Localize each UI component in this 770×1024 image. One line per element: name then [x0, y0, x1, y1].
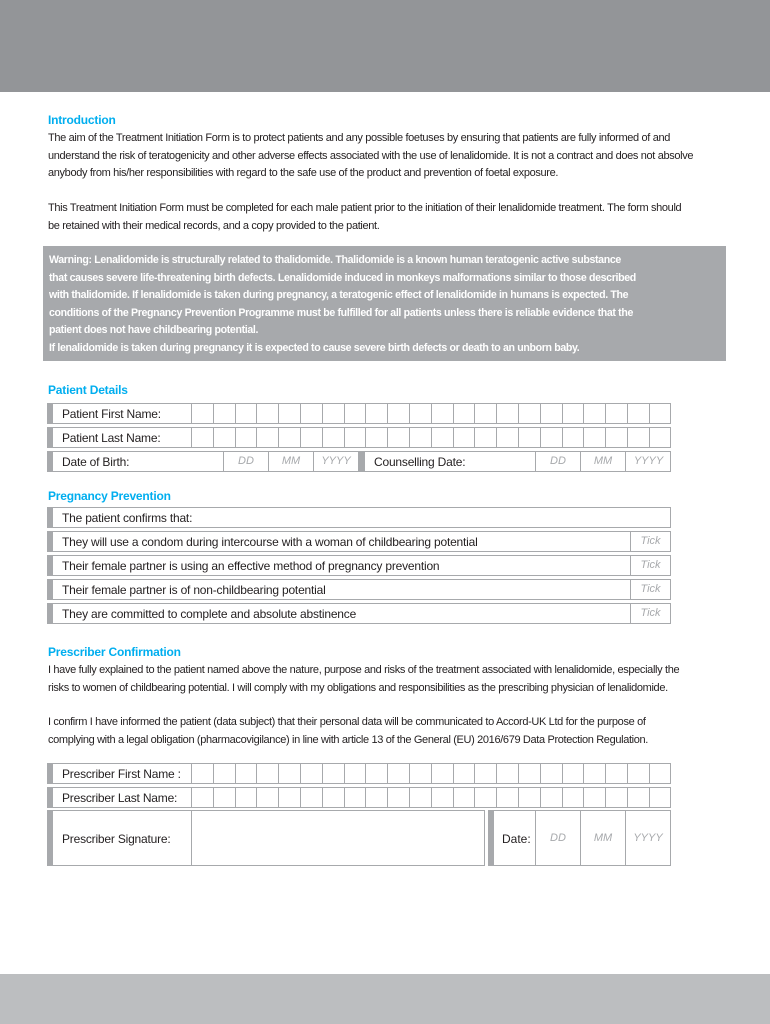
- counselling-date-label: Counselling Date:: [374, 455, 466, 469]
- tick-box-abstinence[interactable]: Tick: [630, 604, 670, 623]
- patient-first-name-label: Patient First Name:: [62, 407, 161, 421]
- date-of-birth-row: [47, 451, 359, 472]
- prescriber-last-name-label: Prescriber Last Name:: [62, 791, 178, 805]
- footer-bar: [0, 974, 770, 1024]
- dob-year-field[interactable]: YYYY: [313, 452, 358, 471]
- prevention-item-label: They will use a condom during intercourse with a woman of childbearing potential: [62, 535, 478, 549]
- prescriber-month-field[interactable]: MM: [580, 811, 625, 865]
- patient-first-name-row: [47, 403, 671, 424]
- date-of-birth-label: Date of Birth:: [62, 455, 130, 469]
- pregnancy-prevention-heading: Pregnancy Prevention: [48, 489, 171, 503]
- prescriber-first-name-row: [47, 763, 671, 784]
- prevention-item-label: They are committed to complete and absolute abstinence: [62, 607, 357, 621]
- prescriber-paragraph-1: I have fully explained to the patient named above the nature, purpose and risks of the treatment associated with lenalidomide, especially the risks to women of childbearing potential. I will comply with my obligations and responsibilities as the prescribing physician of lenalidomide.: [48, 664, 680, 694]
- prevention-item-abstinence: [47, 603, 671, 624]
- prescriber-day-field[interactable]: DD: [535, 811, 580, 865]
- patient-last-name-row: [47, 427, 671, 448]
- tick-box-effective-method[interactable]: Tick: [630, 556, 670, 575]
- prescriber-year-field[interactable]: YYYY: [625, 811, 670, 865]
- header-bar: [0, 0, 770, 92]
- tick-box-non-childbearing[interactable]: Tick: [630, 580, 670, 599]
- prescriber-signature-label: Prescriber Signature:: [62, 832, 171, 846]
- patient-last-name-input[interactable]: [191, 428, 671, 447]
- prevention-item-label: Their female partner is using an effective method of pregnancy prevention: [62, 559, 440, 573]
- introduction-paragraph-2: This Treatment Initiation Form must be completed for each male patient prior to the initiation of their lenalidomide treatment. The form should be retained with their medical records, and a copy provided to the patient.: [48, 202, 682, 232]
- patient-last-name-label: Patient Last Name:: [62, 431, 161, 445]
- patient-confirms-label: The patient confirms that:: [62, 511, 193, 525]
- warning-box: Warning: Lenalidomide is structurally related to thalidomide. Thalidomide is a known human teratogenic active substance that causes severe life-threatening birth defects. Lenalidomide induced in monkeys malformations similar to those described with thalidomide. If lenalidomide is taken during pregnancy, a teratogenic effect of lenalidomide in humans is expected. The conditions of the Pregnancy Prevention Programme must be fulfilled for all patients unless there is reliable evidence that the patient does not have childbearing potential. If lenalidomide is taken during pregnancy it is expected to cause severe birth defects or death to an unborn baby.: [43, 246, 726, 361]
- tick-box-condom[interactable]: Tick: [630, 532, 670, 551]
- prescriber-date-label: Date:: [502, 832, 531, 846]
- counselling-month-field[interactable]: MM: [580, 452, 625, 471]
- prescriber-date-row: [488, 810, 671, 866]
- counselling-year-field[interactable]: YYYY: [625, 452, 671, 471]
- dob-day-field[interactable]: DD: [223, 452, 268, 471]
- prevention-item-condom: [47, 531, 671, 552]
- counselling-date-row: [359, 451, 671, 472]
- prescriber-signature-row: [47, 810, 485, 866]
- patient-details-heading: Patient Details: [48, 383, 128, 397]
- prescriber-first-name-input[interactable]: [191, 764, 671, 783]
- introduction-paragraph-1: The aim of the Treatment Initiation Form is to protect patients and any possible foetuses by ensuring that patients are fully informed of and understand the risk of teratogenicity and other adverse effects associated with the use of lenalidomide. It is not a contract and does not absolve anybody from his/her responsibilities with regard to the safe use of the product and prevention of foetal exposure.: [48, 132, 694, 179]
- patient-confirms-row: [47, 507, 671, 528]
- prescriber-paragraph-2: I confirm I have informed the patient (data subject) that their personal data will be communicated to Accord-UK Ltd for the purpose of complying with a legal obligation (pharmacovigilance) in line with article 13 of the General (EU) 2016/679 Data Protection Regulation.: [48, 716, 649, 746]
- prevention-item-non-childbearing: [47, 579, 671, 600]
- prescriber-signature-field[interactable]: [191, 811, 484, 865]
- prescriber-first-name-label: Prescriber First Name :: [62, 767, 181, 781]
- dob-month-field[interactable]: MM: [268, 452, 313, 471]
- prevention-item-effective-method: [47, 555, 671, 576]
- counselling-day-field[interactable]: DD: [535, 452, 580, 471]
- patient-first-name-input[interactable]: [191, 404, 671, 423]
- prescriber-last-name-row: [47, 787, 671, 808]
- prescriber-last-name-input[interactable]: [191, 788, 671, 807]
- prescriber-confirmation-heading: Prescriber Confirmation: [48, 645, 181, 659]
- introduction-heading: Introduction: [48, 113, 116, 127]
- prevention-item-label: Their female partner is of non-childbearing potential: [62, 583, 326, 597]
